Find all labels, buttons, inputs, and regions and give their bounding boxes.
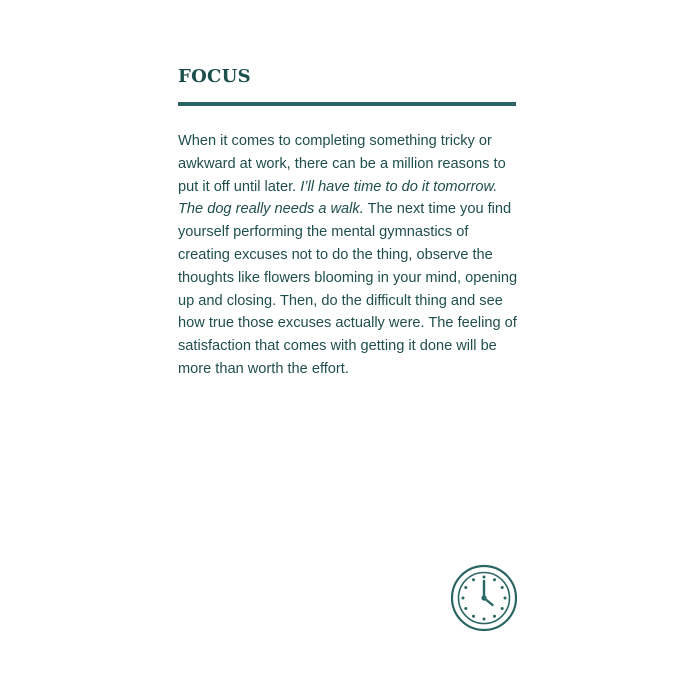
clock-hour-dot — [504, 597, 507, 600]
card-body-text — [178, 130, 523, 381]
clock-hour-dot — [464, 607, 467, 610]
clock-hour-dot — [462, 597, 465, 600]
clock-hour-dot — [472, 578, 475, 581]
body-text-intro: When it comes to completing something tricky or awkward at work, there can be a million reasons to put it off until later. — [178, 133, 506, 195]
clock-hour-dot — [483, 618, 486, 621]
body-text-italic-quote: I’ll have time to do it tomorrow. The dog really needs a walk. — [178, 178, 498, 218]
clock-icon — [450, 564, 518, 632]
clock-hour-dot — [493, 615, 496, 618]
clock-hour-dot — [464, 586, 467, 589]
body-text-rest: The next time you find yourself performing the mental gymnastics of creating excuses not to do the thing, observe the thoughts like flowers blooming in your mind, opening up and closing. Then, do the difficult thing and see how true those excuses actually were. The feeling of satisfaction that comes with getting it done will be more than worth the effort. — [178, 201, 518, 377]
clock-hour-dot — [483, 576, 486, 579]
clock-hour-dot — [501, 607, 504, 610]
title-divider — [178, 102, 516, 106]
clock-hour-dot — [472, 615, 475, 618]
clock-hour-dot — [493, 578, 496, 581]
clock-hour-dot — [501, 586, 504, 589]
card-title: FOCUS — [178, 66, 251, 87]
